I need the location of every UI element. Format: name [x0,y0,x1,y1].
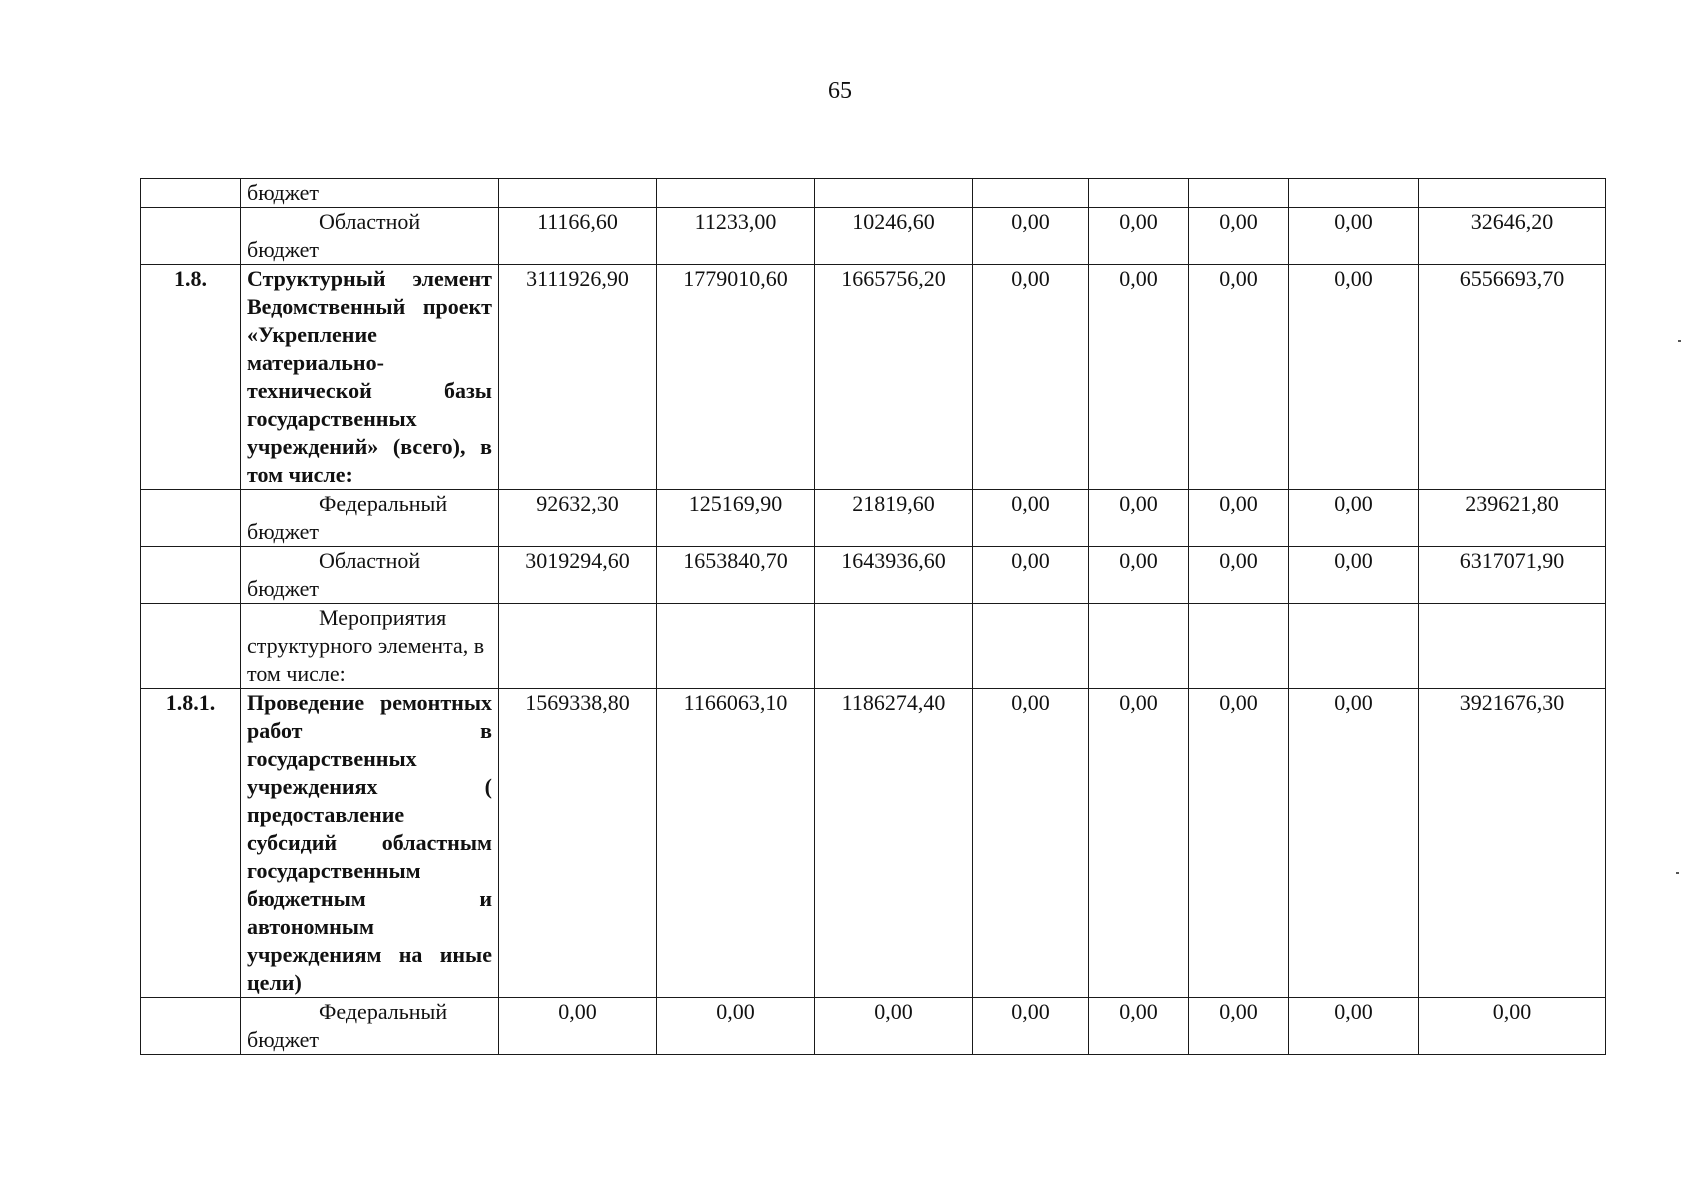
value-cell: 0,00 [1189,547,1289,604]
row-name [241,998,499,1055]
value-cell [815,179,973,208]
value-cell [657,179,815,208]
value-cell: 32646,20 [1419,208,1606,265]
row-code: 1.8.1. [141,689,241,998]
value-cell: 0,00 [1289,998,1419,1055]
value-cell: 0,00 [1419,998,1606,1055]
value-cell: 0,00 [815,998,973,1055]
value-cell: 10246,60 [815,208,973,265]
row-name-rest: Проведение ремонтных работ в государственных учреждениях ( предоставление субсидий областным государственным бюджетным и автономным учреждениям на иные цели) [247,690,492,995]
row-name [241,179,499,208]
value-cell: 0,00 [973,490,1089,547]
value-cell: 0,00 [657,998,815,1055]
value-cell: 125169,90 [657,490,815,547]
table-row [141,547,1606,604]
table-row [141,208,1606,265]
table-row [141,265,1606,490]
row-code [141,998,241,1055]
row-name-rest: бюджет [247,237,319,262]
value-cell: 0,00 [1189,998,1289,1055]
value-cell [1089,604,1189,689]
value-cell: 0,00 [1189,490,1289,547]
row-name-rest: бюджет [247,180,319,205]
value-cell: 0,00 [1289,490,1419,547]
value-cell: 1166063,10 [657,689,815,998]
row-code [141,179,241,208]
row-name-rest: бюджет [247,519,319,544]
value-cell: 0,00 [1189,265,1289,490]
value-cell: 3019294,60 [499,547,657,604]
value-cell: 0,00 [1189,208,1289,265]
value-cell: 239621,80 [1419,490,1606,547]
page-number: 65 [828,78,852,104]
value-cell [657,604,815,689]
value-cell: 0,00 [1089,547,1189,604]
value-cell [973,604,1089,689]
row-name [241,490,499,547]
row-name-rest: бюджет [247,1027,319,1052]
value-cell: 0,00 [973,689,1089,998]
scan-speck [1678,340,1681,342]
value-cell: 0,00 [1089,490,1189,547]
row-code [141,490,241,547]
value-cell: 1643936,60 [815,547,973,604]
row-name-first: Областной [319,548,421,573]
row-name [241,265,499,490]
table-row [141,689,1606,998]
row-name [241,604,499,689]
row-code [141,604,241,689]
value-cell: 3921676,30 [1419,689,1606,998]
row-name [241,689,499,998]
row-code [141,208,241,265]
row-code [141,547,241,604]
value-cell: 1779010,60 [657,265,815,490]
row-name-first: Федеральный [319,491,448,516]
value-cell: 1186274,40 [815,689,973,998]
value-cell: 0,00 [973,208,1089,265]
value-cell [973,179,1089,208]
value-cell: 6556693,70 [1419,265,1606,490]
table-row [141,604,1606,689]
value-cell: 92632,30 [499,490,657,547]
budget-table [140,178,1606,1055]
value-cell: 3111926,90 [499,265,657,490]
row-name-first: Федеральный [319,999,448,1024]
value-cell [499,604,657,689]
value-cell [1089,179,1189,208]
table-row [141,179,1606,208]
row-name-rest: Структурный элемент Ведомственный проект «Укрепление материально-технической базы государственных учреждений» (всего), в том числе: [247,266,492,487]
row-name [241,547,499,604]
value-cell [1289,604,1419,689]
row-name-first: Областной [319,209,421,234]
table-body [141,179,1606,1055]
row-code: 1.8. [141,265,241,490]
table-row [141,998,1606,1055]
row-name [241,208,499,265]
value-cell: 1665756,20 [815,265,973,490]
value-cell: 0,00 [1089,208,1189,265]
value-cell: 21819,60 [815,490,973,547]
value-cell: 6317071,90 [1419,547,1606,604]
value-cell: 0,00 [499,998,657,1055]
value-cell [1419,179,1606,208]
value-cell: 11233,00 [657,208,815,265]
value-cell: 0,00 [1289,265,1419,490]
value-cell [1189,604,1289,689]
value-cell: 0,00 [1089,689,1189,998]
value-cell: 0,00 [1189,689,1289,998]
table-row [141,490,1606,547]
value-cell: 0,00 [973,547,1089,604]
value-cell: 1653840,70 [657,547,815,604]
value-cell: 1569338,80 [499,689,657,998]
value-cell [499,179,657,208]
row-name-first: Мероприятия [319,605,447,630]
value-cell: 0,00 [1089,998,1189,1055]
value-cell: 0,00 [1289,208,1419,265]
row-name-rest: бюджет [247,576,319,601]
value-cell [1189,179,1289,208]
value-cell: 0,00 [973,998,1089,1055]
value-cell: 11166,60 [499,208,657,265]
value-cell [1419,604,1606,689]
row-name-rest: структурного элемента, в том числе: [247,633,485,686]
value-cell: 0,00 [973,265,1089,490]
value-cell: 0,00 [1289,547,1419,604]
value-cell [1289,179,1419,208]
scan-speck [1676,872,1679,874]
value-cell: 0,00 [1289,689,1419,998]
value-cell [815,604,973,689]
value-cell: 0,00 [1089,265,1189,490]
